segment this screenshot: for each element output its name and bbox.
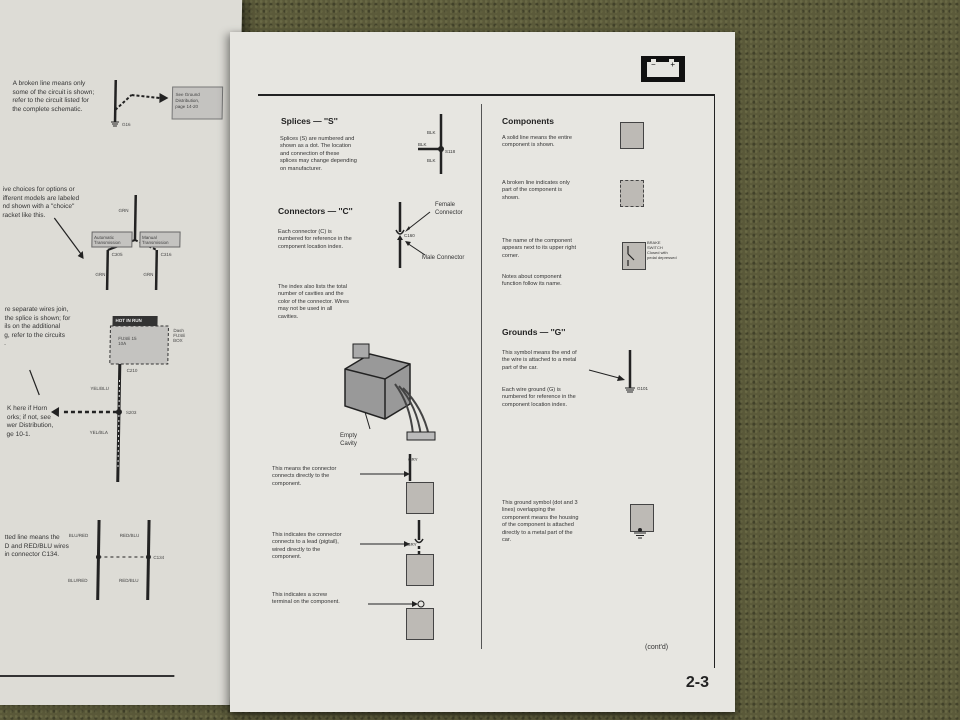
page-number: 2-3	[685, 674, 709, 691]
pigtail-component-box	[406, 554, 434, 586]
components-solid-text: A solid line means the entire component is shown.	[502, 135, 572, 149]
s-label: S118	[445, 149, 456, 154]
wire-label: RED/BLU	[118, 578, 139, 583]
continued-label: (cont'd)	[645, 644, 669, 651]
left-page-diagrams	[0, 0, 242, 705]
s-label: S203	[125, 410, 137, 415]
components-heading: Components	[502, 116, 554, 126]
wire-label: GRN	[118, 208, 129, 213]
direct-connector-text: This means the connector connects directly to the component.	[272, 466, 337, 487]
choice-label-auto: Automatic Transmission	[93, 235, 121, 245]
splice-text: re separate wires join, the splice is shown; for ils on the additional g, refer to the circuits .	[4, 306, 71, 347]
splices-body: Splices (S) are numbered and shown as a dot. The location and connection of these splices may change depending on manufacturer.	[280, 136, 357, 172]
connector-label: C305	[111, 252, 123, 257]
choice-label-manual: Manual Transmission	[141, 235, 169, 245]
wire-label: GRY	[408, 457, 418, 462]
wire-label: GRN	[95, 272, 106, 277]
connector-label: C316	[160, 252, 172, 257]
splices-heading: Splices — ''S''	[281, 116, 338, 126]
broken-line-text: A broken line means only some of the circuit is shown; refer to the circuit listed for the complete schematic.	[12, 80, 95, 113]
grounds-number-text: Each wire ground (G) is numbered for reference in the component location index.	[502, 387, 576, 408]
g-label: G101	[637, 386, 649, 391]
wire-label: BLU/RED	[68, 533, 89, 538]
direct-component-box	[406, 482, 434, 514]
choice-text: ive choices for options or ifferent models are labeled nd shown with a "choice" racket like this.	[2, 186, 80, 219]
fuse-side-label: Dash FUSE BOX	[173, 328, 186, 343]
switch-icon	[622, 242, 644, 268]
connectors-body: Each connector (C) is numbered for reference in the component location index.	[278, 229, 352, 250]
grounds-symbol-text: This symbol means the end of the wire is attached to a metal part of the car.	[502, 350, 577, 371]
c-label: C160	[404, 233, 415, 238]
components-broken-text: A broken line indicates only part of the component is shown.	[502, 180, 570, 201]
ground-diagram	[585, 350, 645, 400]
male-connector-label: Male Connector	[422, 255, 465, 261]
wire-label: YEL/BLU	[90, 386, 109, 391]
wire-label: GRY	[407, 542, 417, 547]
connector-drawing	[335, 344, 445, 444]
wire-label: BLK	[418, 142, 427, 147]
screw-component-box	[406, 608, 434, 640]
bottom-text: tted line means the D and RED/BLU wires in connector C134.	[4, 534, 69, 558]
screw-terminal-text: This indicates a screw terminal on the component.	[272, 592, 340, 606]
battery-icon: − +	[641, 56, 685, 82]
left-page	[0, 0, 242, 705]
footer-rule	[0, 675, 174, 677]
content-frame	[258, 94, 715, 668]
wire-label: RED/BLU	[119, 533, 140, 538]
hot-in-run-label: HOT IN RUN	[115, 318, 142, 323]
splice-diagram	[413, 114, 473, 184]
grounds-heading: Grounds — ''G''	[502, 327, 566, 337]
horn-text: K here if Horn orks; if not, see wer Distribution, ge 10-1.	[6, 405, 54, 438]
wire-label: BLU/RED	[67, 578, 88, 583]
column-divider	[481, 104, 482, 649]
brake-switch-label: BRAKE SWITCH Closed with pedal depressed	[647, 240, 677, 260]
connectors-heading: Connectors — ''C''	[278, 206, 353, 216]
wire-label: YEL/BLA	[89, 430, 108, 435]
components-name-text: The name of the component appears next to its upper right corner.	[502, 238, 577, 259]
c-label: C210	[126, 368, 138, 373]
fuse-box-label: FUSE 15 10A	[118, 336, 137, 346]
right-page	[230, 32, 735, 712]
connectors-body-2: The index also lists the total number of cavities and the color of the connector. Wires may not be used in all cavities.	[278, 284, 349, 320]
broken-component-box	[620, 180, 644, 207]
see-callout: See Ground Distribution, page 14-20	[175, 92, 200, 109]
g-label: G16	[121, 122, 131, 127]
empty-cavity-label: Empty Cavity	[340, 433, 358, 447]
solid-component-box	[620, 122, 644, 149]
wire-label: BLK	[427, 158, 436, 163]
c134-label: C134	[153, 555, 165, 560]
housing-ground-icon	[632, 528, 652, 542]
pigtail-connector-text: This indicates the connector connects to a lead (pigtail), wired directly to the component.	[272, 532, 342, 561]
grounds-housing-text: This ground symbol (dot and 3 lines) overlapping the component means the housing of the component is attached directly to a metal part of the car.	[502, 500, 579, 544]
wire-label: BLK	[427, 130, 436, 135]
female-connector-label: Female Connector	[435, 202, 463, 216]
components-notes-text: Notes about component function follow its name.	[502, 274, 562, 288]
wire-label: GRN	[143, 272, 154, 277]
